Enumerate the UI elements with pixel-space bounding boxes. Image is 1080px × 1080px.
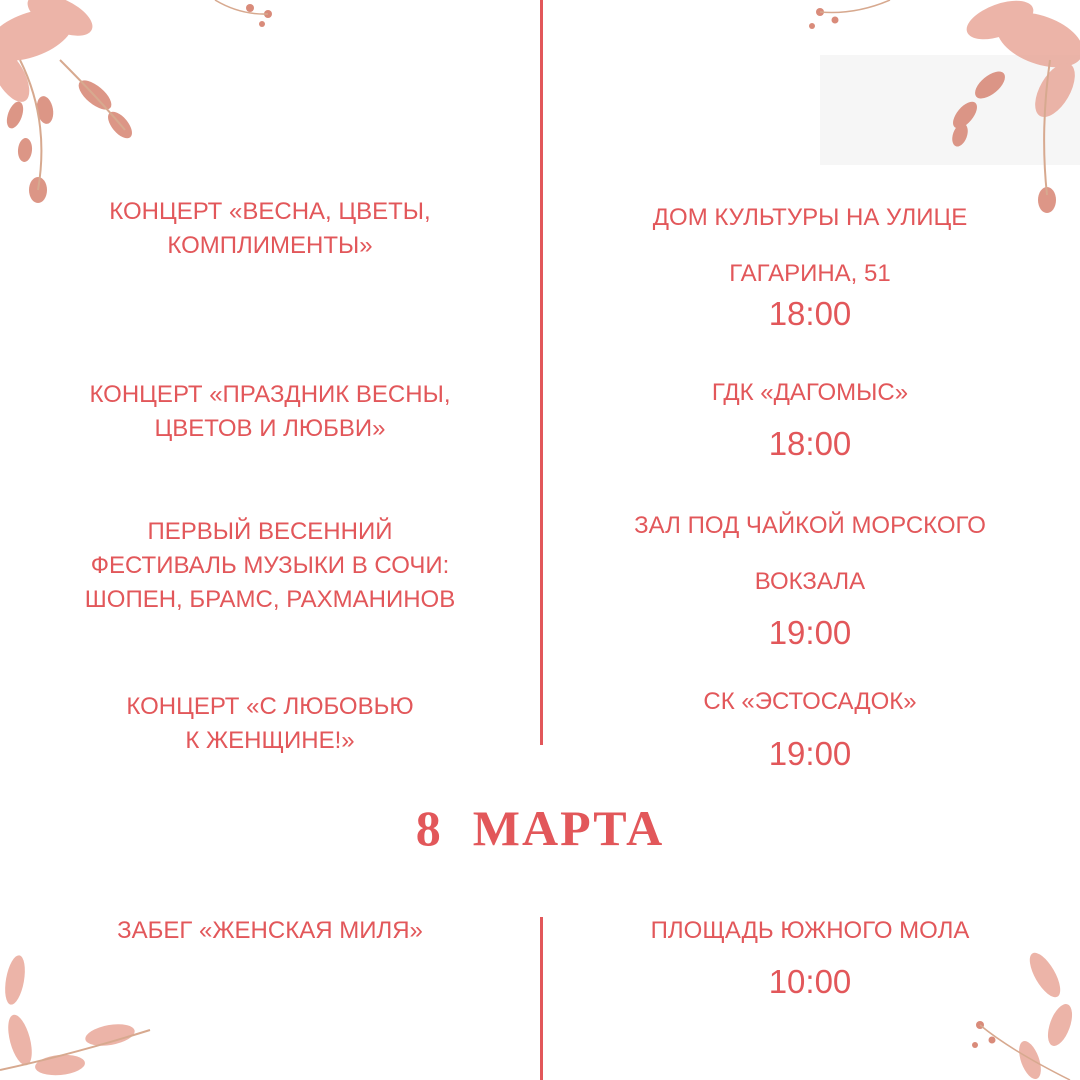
leaves-bottom-left (0, 940, 200, 1080)
event-venue: СК «ЭСТОСАДОК» (703, 688, 917, 715)
date-day: 8 (415, 800, 443, 856)
event-time: 18:00 (768, 425, 852, 462)
event-time: 19:00 (768, 614, 852, 651)
event-time: 19:00 (768, 735, 852, 772)
event-time: 10:00 (768, 963, 852, 1000)
event-title: ПЕРВЫЙ ВЕСЕННИЙ ФЕСТИВАЛЬ МУЗЫКИ В СОЧИ: ШОПЕН, БРАМС, РАХМАНИНОВ (84, 518, 456, 613)
date-heading (0, 798, 1080, 858)
flower-top-left (0, 0, 290, 220)
event-venue: ДОМ КУЛЬТУРЫ НА УЛИЦЕ ГАГАРИНА, 51 (652, 204, 968, 287)
event-title: ЗАБЕГ «ЖЕНСКАЯ МИЛЯ» (117, 917, 423, 944)
column-divider-bottom (540, 917, 543, 1080)
event-venue: ЗАЛ ПОД ЧАЙКОЙ МОРСКОГО ВОКЗАЛА (634, 512, 986, 595)
event-title: КОНЦЕРТ «ВЕСНА, ЦВЕТЫ, КОМПЛИМЕНТЫ» (109, 198, 431, 259)
column-divider-top (540, 0, 543, 745)
flower-top-right (800, 0, 1080, 220)
event-time: 18:00 (768, 295, 852, 332)
event-venue: ГДК «ДАГОМЫС» (711, 379, 909, 406)
event-title: КОНЦЕРТ «С ЛЮБОВЬЮ К ЖЕНЩИНЕ!» (126, 693, 414, 754)
date-month: МАРТА (472, 800, 665, 856)
event-venue: ПЛОЩАДЬ ЮЖНОГО МОЛА (650, 917, 970, 944)
event-title: КОНЦЕРТ «ПРАЗДНИК ВЕСНЫ, ЦВЕТОВ И ЛЮБВИ» (89, 381, 451, 442)
